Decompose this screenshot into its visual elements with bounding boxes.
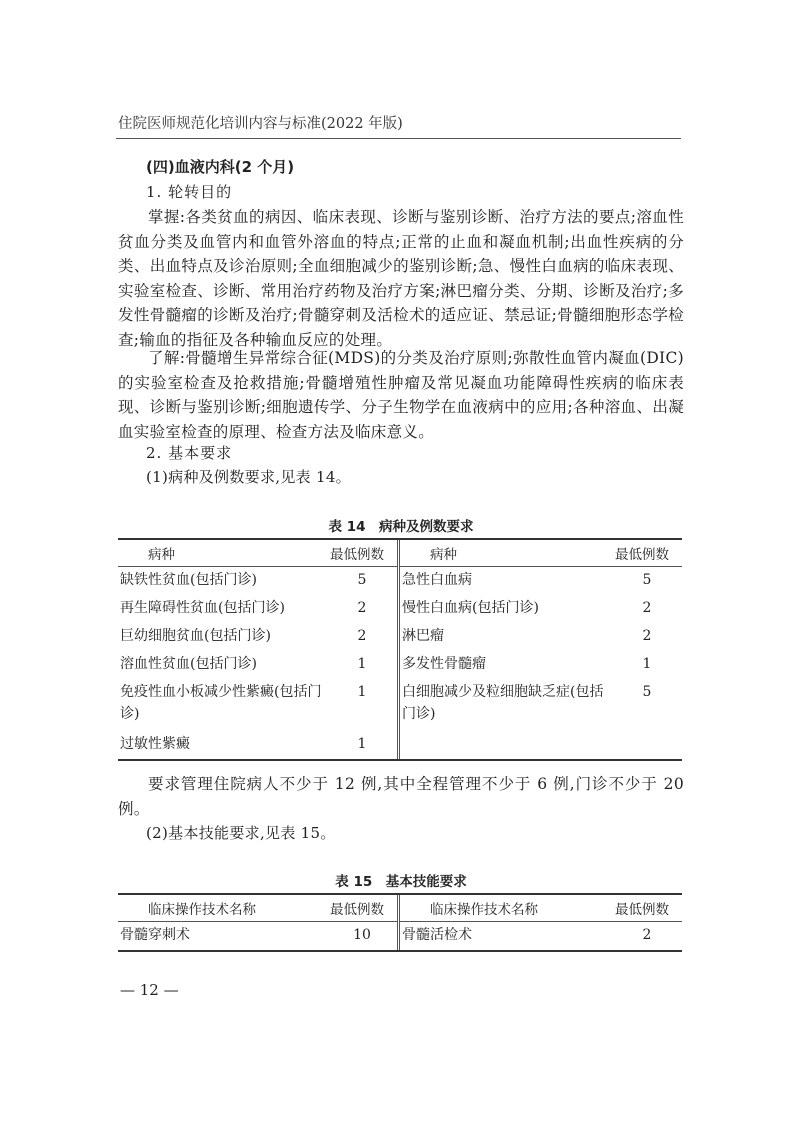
cell-min-cases: 1: [357, 736, 367, 752]
col-header-min-cases: 最低例数: [330, 547, 384, 563]
cell-name: 急性白血病: [402, 572, 472, 588]
table-row: [118, 595, 397, 623]
table14-header-right: [400, 540, 682, 567]
table-row: [118, 922, 397, 950]
col-header-procedure: 临床操作技术名称: [148, 902, 256, 918]
table14-caption: 表 14 病种及例数要求: [328, 519, 474, 535]
cell-name: 多发性骨髓瘤: [402, 656, 486, 672]
cell-min-cases: 2: [642, 628, 652, 644]
subheading-disease-cases: (1)病种及例数要求,见表 14。: [146, 468, 351, 486]
cell-name: 慢性白血病(包括门诊): [402, 600, 539, 616]
subheading-basic-skills: (2)基本技能要求,见表 15。: [146, 824, 336, 842]
table14-left-half: [118, 540, 400, 759]
cell-min-cases: 5: [642, 572, 652, 588]
cell-name: 再生障碍性贫血(包括门诊): [120, 600, 285, 616]
subheading-basic-requirements: 2. 基本要求: [146, 444, 233, 462]
col-header-disease: 病种: [148, 547, 175, 563]
table14-right-half: [400, 540, 682, 759]
col-header-min-cases: 最低例数: [615, 547, 669, 563]
table-row: [400, 922, 682, 950]
col-header-disease: 病种: [430, 547, 457, 563]
table15-header-left: [118, 895, 397, 922]
cell-name: 免疫性血小板减少性紫癜(包括门诊): [120, 684, 322, 722]
subheading-rotation-purpose: 1. 轮转目的: [146, 183, 233, 201]
table14-left-rows: [118, 567, 397, 759]
cell-min-cases: 10: [353, 927, 371, 943]
table15-left-rows: [118, 922, 397, 950]
table15-right-half: [400, 895, 682, 950]
table-row: [118, 651, 397, 679]
cell-name: 巨幼细胞贫血(包括门诊): [120, 628, 271, 644]
cell-name: 过敏性紫癜: [120, 736, 190, 752]
cell-name: 骨髓活检术: [402, 927, 472, 943]
cell-name: 骨髓穿刺术: [120, 927, 190, 943]
table14-header-left: [118, 540, 397, 567]
cell-min-cases: 2: [642, 600, 652, 616]
table14-right-rows: [400, 567, 682, 731]
cell-min-cases: 2: [357, 600, 367, 616]
cell-min-cases: 1: [357, 684, 367, 700]
cell-min-cases: 2: [357, 628, 367, 644]
cell-min-cases: 1: [357, 656, 367, 672]
section-title: (四)血液内科(2 个月): [146, 158, 295, 176]
paragraph-master: 掌握:各类贫血的病因、临床表现、诊断与鉴别诊断、治疗方法的要点;溶血性贫血分类及血管内和血管外溶血的特点;正常的止血和凝血机制;出血性疾病的分类、出血特点及诊治原则;全血细胞减少的鉴别诊断;急、慢性白血病的临床表现、实验室检查、诊断、常用治疗药物及治疗方案;淋巴瘤分类、分期、诊断及治疗;多发性骨髓瘤的诊断及治疗;骨髓穿刺及活检术的适应证、禁忌证;骨髓细胞形态学检查;输血的指征及各种输血反应的处理。: [118, 208, 684, 349]
cell-min-cases: 5: [642, 684, 652, 700]
table15-caption: 表 15 基本技能要求: [335, 874, 467, 890]
cell-min-cases: 2: [642, 927, 652, 943]
cell-name: 淋巴瘤: [402, 628, 444, 644]
col-header-min-cases: 最低例数: [330, 902, 384, 918]
table14: [118, 538, 682, 761]
paragraph-inpatient-requirement: 要求管理住院病人不少于 12 例,其中全程管理不少于 6 例,门诊不少于 20 例。: [118, 775, 684, 818]
table-row: [400, 679, 682, 731]
cell-name: 缺铁性贫血(包括门诊): [120, 572, 257, 588]
table15: [118, 893, 682, 952]
header-rule: [116, 138, 681, 139]
col-header-procedure: 临床操作技术名称: [430, 902, 538, 918]
running-header: 住院医师规范化培训内容与标准(2022 年版): [118, 116, 403, 132]
cell-min-cases: 1: [642, 656, 652, 672]
table-row: [400, 623, 682, 651]
table-row: [118, 731, 397, 759]
cell-name: 溶血性贫血(包括门诊): [120, 656, 257, 672]
table-row: [400, 595, 682, 623]
table-row: [400, 567, 682, 595]
table-row: [400, 651, 682, 679]
col-header-min-cases: 最低例数: [615, 902, 669, 918]
table-row: [118, 623, 397, 651]
table15-right-rows: [400, 922, 682, 950]
cell-name: 白细胞减少及粒细胞缺乏症(包括门诊): [402, 684, 604, 722]
table15-left-half: [118, 895, 400, 950]
table15-header-right: [400, 895, 682, 922]
page-number: — 12 —: [120, 981, 179, 999]
cell-min-cases: 5: [357, 572, 367, 588]
table-row: [118, 679, 397, 731]
table-row: [118, 567, 397, 595]
paragraph-understand: 了解:骨髓增生异常综合征(MDS)的分类及治疗原则;弥散性血管内凝血(DIC)的实验室检查及抢救措施;骨髓增殖性肿瘤及常见凝血功能障碍性疾病的临床表现、诊断与鉴别诊断;细胞遗传学、分子生物学在血液病中的应用;各种溶血、出凝血实验室检查的原理、检查方法及临床意义。: [118, 349, 684, 441]
